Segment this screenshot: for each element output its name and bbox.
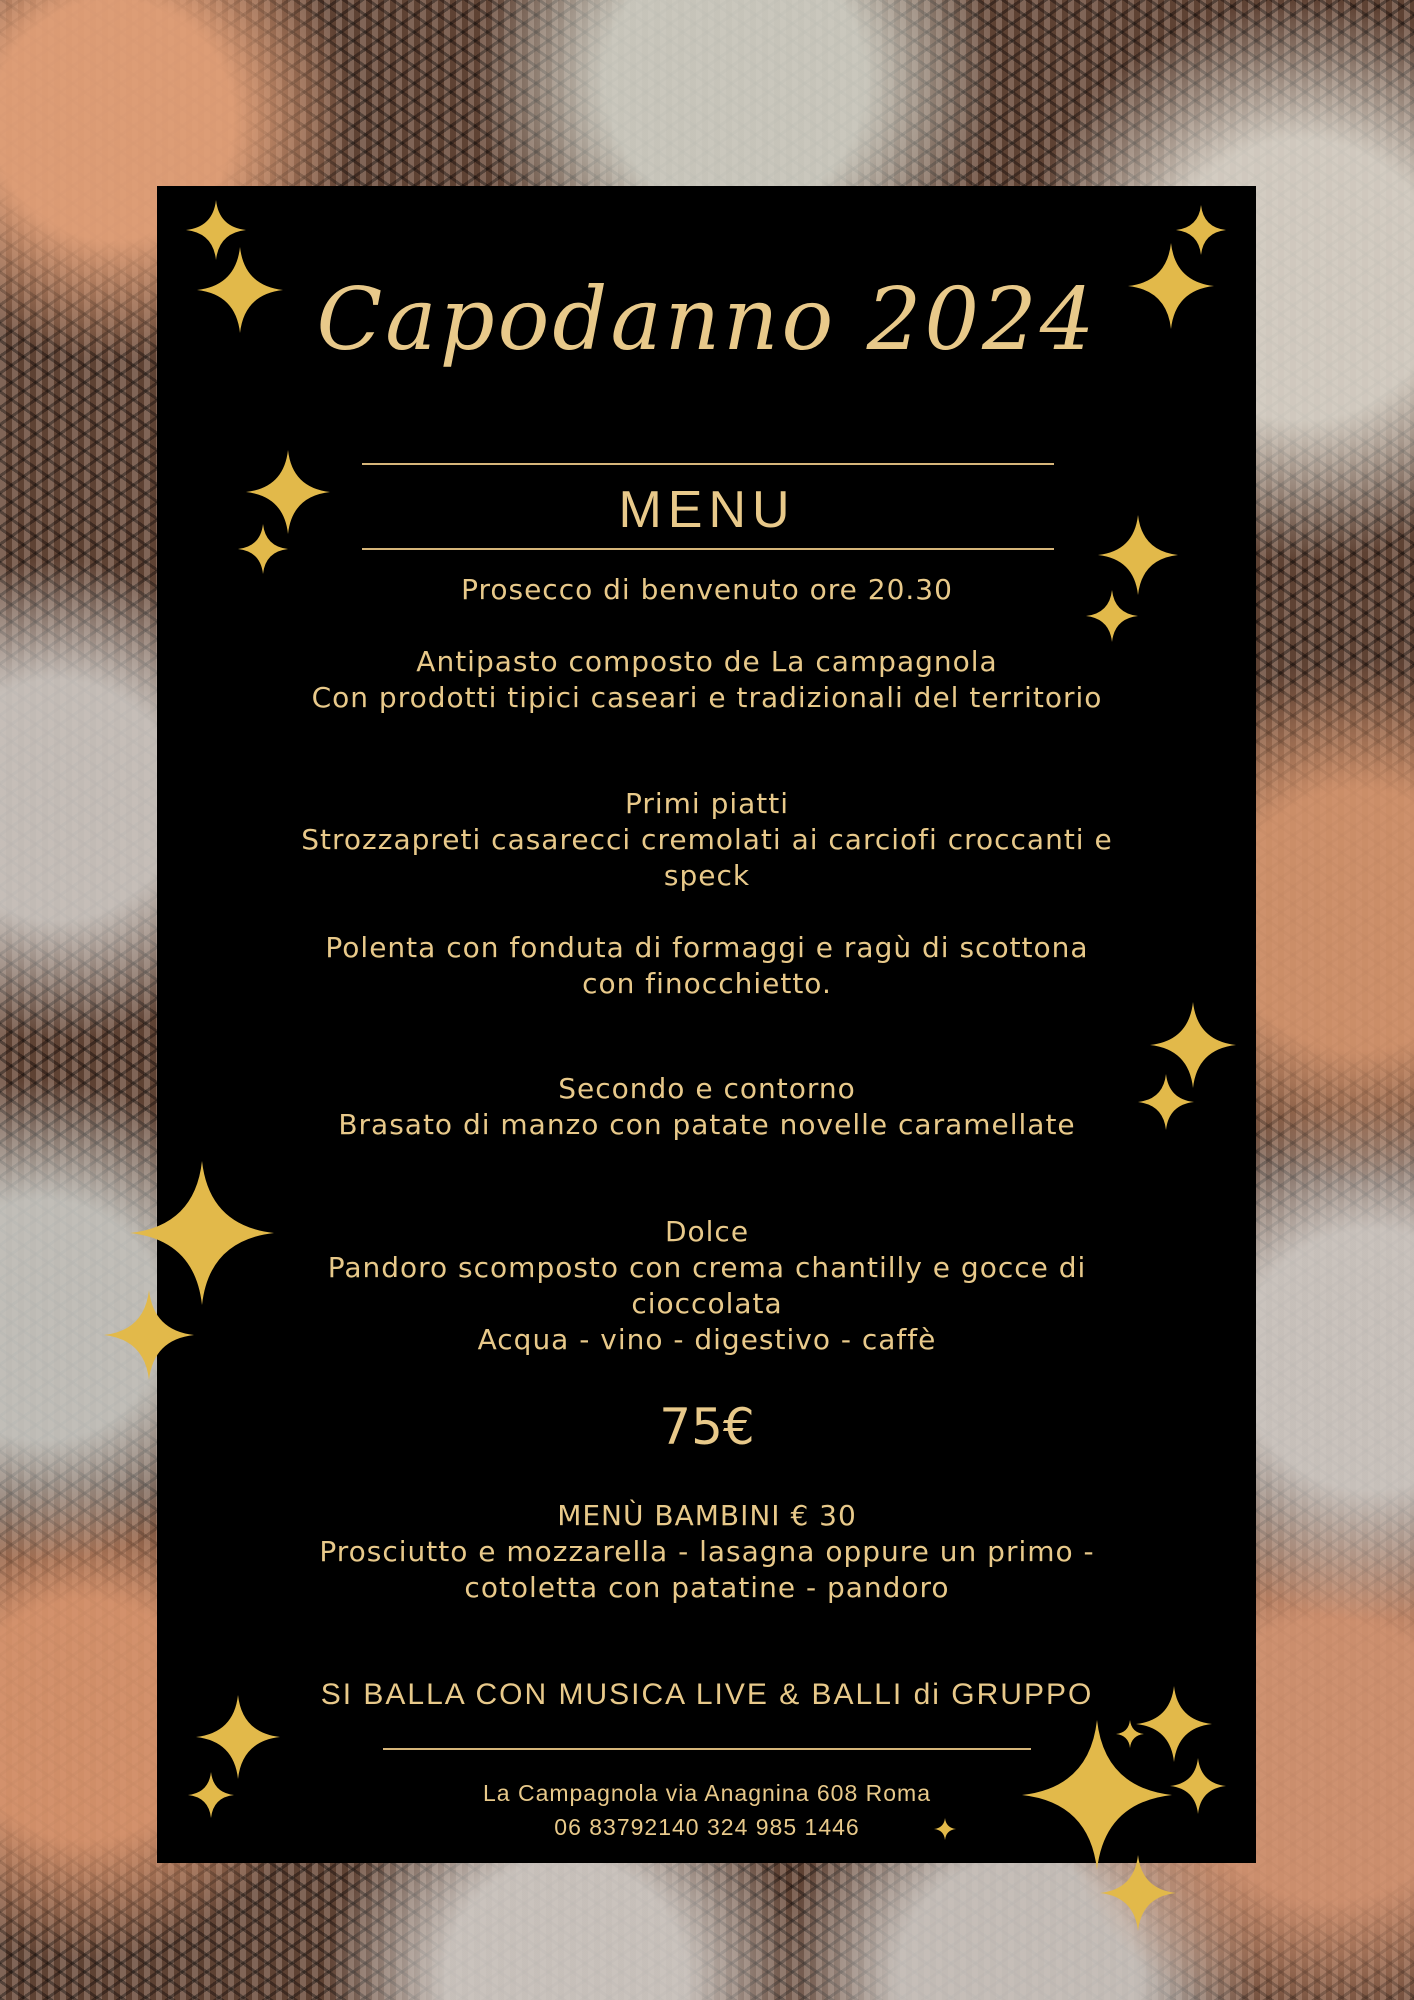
sparkle-icon [197,247,283,333]
sparkle-icon [246,450,330,534]
primi-dish-2-line-1: Polenta con fonduta di formaggi e ragù di scottona [325,931,1089,964]
sparkle-icon [1086,590,1138,642]
kids-menu-section [250,1498,1164,1606]
sparkle-icon [1170,1758,1226,1814]
sparkle-icon [1100,1855,1176,1931]
kids-menu-line-2: cotoletta con patatine - pandoro [464,1571,950,1604]
welcome-line: Prosecco di benvenuto ore 20.30 [461,573,953,606]
primi-heading: Primi piatti [624,787,790,820]
footer-phones: 06 83792140 324 985 1446 [554,1814,860,1840]
footer-divider [383,1748,1031,1750]
dance-announcement: SI BALLA CON MUSICA LIVE & BALLI di GRUPPO [320,1678,1094,1711]
primi-section [250,786,1164,1002]
kids-menu-heading: MENÙ BAMBINI € 30 [557,1499,857,1532]
menu-heading: MENU [618,481,796,539]
page-title: Capodanno 2024 [316,270,1098,370]
secondo-dish: Brasato di manzo con patate novelle caramellate [338,1108,1076,1141]
dolce-drinks: Acqua - vino - digestivo - caffè [477,1323,937,1356]
menu-panel [157,186,1256,1863]
sparkle-icon [1128,243,1214,329]
sparkle-icon [188,1772,234,1818]
welcome-text [250,572,1164,608]
kids-menu-line-1: Prosciutto e mozzarella - lasagna oppure un primo - [319,1535,1095,1568]
antipasto-title: Antipasto composto de La campagnola [416,645,998,678]
sparkle-icon [104,1290,194,1380]
dolce-section [250,1214,1164,1358]
dolce-dish-line-2: cioccolata [631,1287,783,1320]
sparkle-icon [1138,1074,1194,1130]
secondo-heading: Secondo e contorno [558,1072,856,1105]
dolce-dish-line-1: Pandoro scomposto con crema chantilly e gocce di [327,1251,1087,1284]
primi-dish-2-line-2: con finocchietto. [582,967,832,1000]
sparkle-icon [1116,1720,1144,1748]
sparkle-icon [238,524,288,574]
primi-dish-1-line-2: speck [663,859,751,892]
sparkle-icon [1022,1720,1172,1870]
top-divider [362,463,1054,465]
price: 75€ [659,1398,755,1456]
secondo-section [250,1071,1164,1143]
antipasto-description: Con prodotti tipici caseari e tradizionali del territorio [311,681,1103,714]
sparkle-icon [130,1155,274,1311]
primi-spacer [250,894,1164,930]
menu-divider [362,548,1054,550]
primi-dish-1-line-1: Strozzapreti casarecci cremolati ai carciofi croccanti e [301,823,1113,856]
antipasto-section [250,644,1164,716]
dolce-heading: Dolce [664,1215,750,1248]
footer-address: La Campagnola via Anagnina 608 Roma [482,1780,931,1806]
sparkle-icon [196,1695,280,1779]
sparkle-icon [1098,515,1178,595]
sparkle-icon [934,1818,956,1840]
